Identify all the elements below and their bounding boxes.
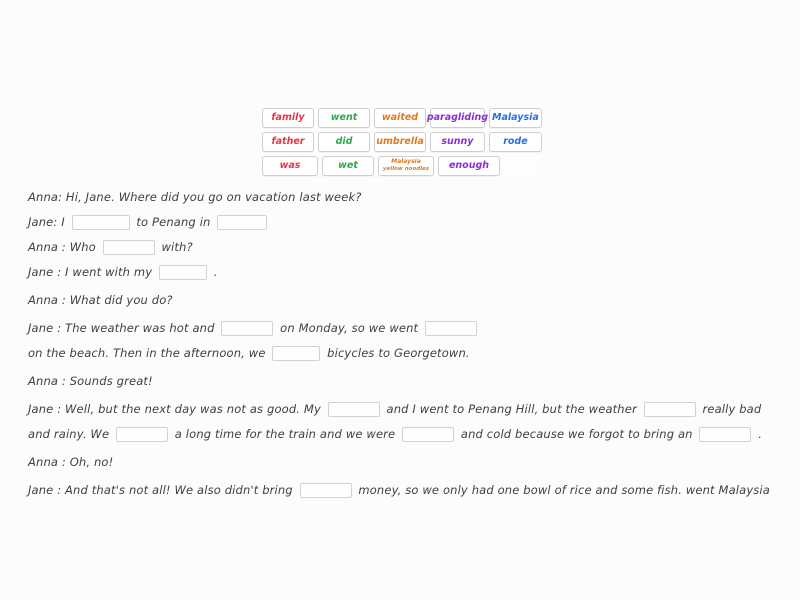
dialogue-text-segment: Jane: I [28, 214, 69, 229]
word-chip[interactable]: father [262, 132, 314, 152]
dialogue-line [28, 478, 776, 503]
answer-blank[interactable] [425, 321, 477, 336]
dialogue-text-segment: Jane : The weather was hot and [28, 320, 219, 335]
answer-blank[interactable] [217, 215, 267, 230]
word-chip[interactable]: waited [374, 108, 426, 128]
dialogue-text-segment: Jane : Well, but the next day was not as good. My [28, 401, 325, 416]
word-chip[interactable]: was [262, 156, 318, 176]
dialogue-text-segment: to Penang in [132, 214, 215, 229]
word-chip[interactable]: family [262, 108, 314, 128]
dialogue-text-segment: on Monday, so we went [276, 320, 423, 335]
dialogue-text-segment: really bad [698, 401, 762, 416]
dialogue-text-segment: Anna: Hi, Jane. Where did you go on vacation last week? [28, 189, 362, 204]
answer-blank[interactable] [328, 402, 380, 417]
answer-blank[interactable] [72, 215, 130, 230]
dialogue-text-segment: Anna : Sounds great! [28, 373, 153, 388]
dialogue-text-segment: Anna : Who [28, 239, 100, 254]
word-bank-row [262, 108, 542, 128]
dialogue-text-segment: with? [157, 239, 193, 254]
dialogue-line [28, 210, 776, 235]
dialogue-line [28, 397, 776, 422]
word-chip[interactable]: Malaysia [489, 108, 542, 128]
word-chip-label: Malaysia [391, 158, 421, 166]
word-chip[interactable]: did [318, 132, 370, 152]
word-bank-row [262, 156, 542, 176]
word-chip[interactable]: paragliding [430, 108, 485, 128]
dialogue-line [28, 366, 776, 397]
dialogue-text-segment: Jane : And that's not all! We also didn't bring [28, 482, 297, 497]
dialogue-text-segment: Jane : I went with my [28, 264, 156, 279]
word-chip[interactable]: sunny [430, 132, 485, 152]
dialogue-line [28, 447, 776, 478]
dialogue-line [28, 185, 776, 210]
word-chip[interactable] [378, 156, 434, 176]
word-chip[interactable]: went [318, 108, 370, 128]
dialogue-line [28, 285, 776, 316]
dialogue-text-segment: a long time for the train and we were [170, 426, 400, 441]
answer-blank[interactable] [402, 427, 454, 442]
dialogue-line [28, 235, 776, 260]
answer-blank[interactable] [159, 265, 207, 280]
dialogue-text-segment: Anna : What did you do? [28, 292, 173, 307]
dialogue-line [28, 316, 776, 341]
dialogue-text-segment: Anna : Oh, no! [28, 454, 114, 469]
answer-blank[interactable] [644, 402, 696, 417]
dialogue-line [28, 422, 776, 447]
dialogue-line [28, 260, 776, 285]
dialogue-text [28, 185, 776, 503]
word-chip-sublabel: yellow noodles [382, 166, 430, 173]
dialogue-text-segment: and cold because we forgot to bring an [457, 426, 697, 441]
word-bank-row [262, 132, 542, 152]
dialogue-text-segment: on the beach. Then in the afternoon, we [28, 345, 270, 360]
answer-blank[interactable] [221, 321, 273, 336]
answer-blank[interactable] [699, 427, 751, 442]
dialogue-text-segment: money, so we only had one bowl of rice and some fish. went Malaysia [354, 482, 770, 497]
dialogue-line [28, 341, 776, 366]
word-bank [262, 108, 542, 176]
dialogue-text-segment: and I went to Penang Hill, but the weather [382, 401, 641, 416]
answer-blank[interactable] [300, 483, 352, 498]
answer-blank[interactable] [272, 346, 320, 361]
dialogue-text-segment: and rainy. We [28, 426, 113, 441]
word-chip[interactable]: enough [438, 156, 500, 176]
answer-blank[interactable] [103, 240, 155, 255]
dialogue-text-segment: bicycles to Georgetown. [323, 345, 470, 360]
dialogue-text-segment: . [210, 264, 218, 279]
word-chip[interactable]: umbrella [374, 132, 426, 152]
dialogue-text-segment: . [754, 426, 763, 441]
word-chip[interactable]: wet [322, 156, 374, 176]
word-chip[interactable]: rode [489, 132, 542, 152]
answer-blank[interactable] [116, 427, 168, 442]
